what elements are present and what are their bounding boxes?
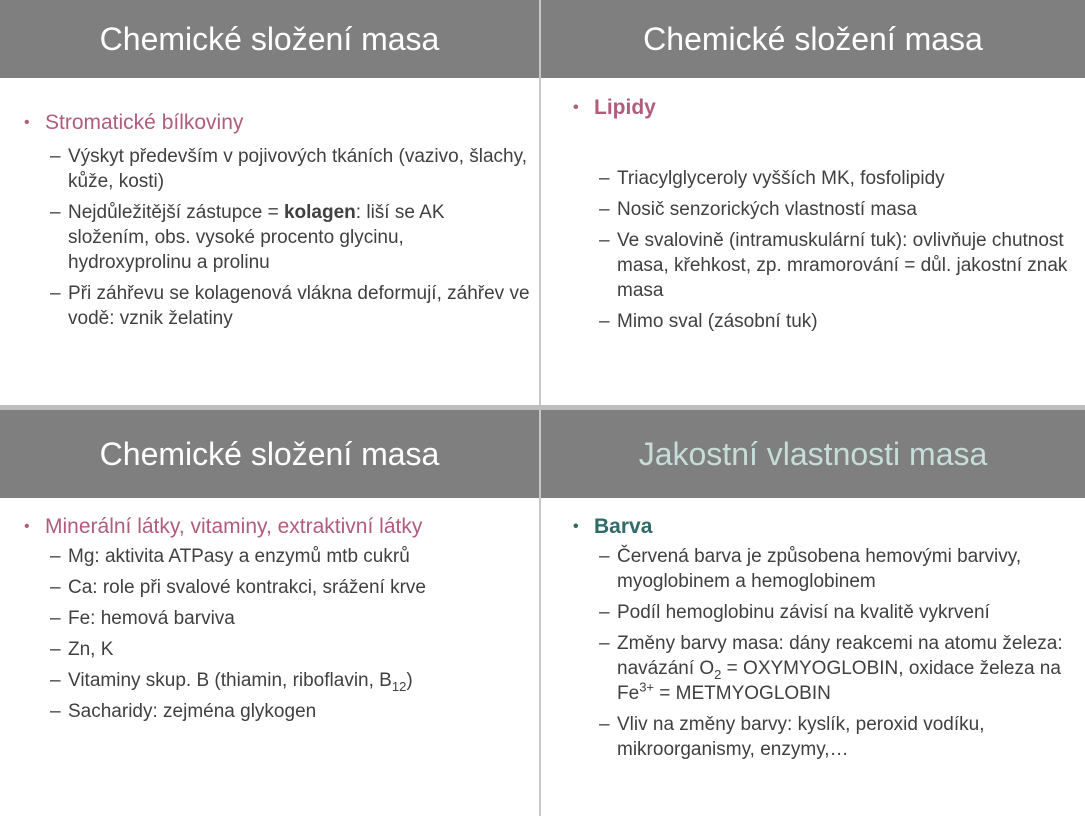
text-part: = OXYMYOGLOBIN, oxidace železa na Fe [617, 658, 1061, 704]
bullet-heading [24, 512, 539, 542]
slide-body [541, 93, 1085, 334]
text-part: = METMYOGLOBIN [654, 683, 831, 704]
bullet-symbol: • [573, 99, 579, 116]
slide-lipidy[interactable] [541, 0, 1085, 405]
sub-item-text: Nosič senzorických vlastností masa [617, 199, 917, 220]
sub-item-text: Vliv na změny barvy: kyslík, peroxid vodíku, mikroorganismy, enzymy,… [617, 714, 985, 760]
sub-item [599, 166, 1085, 191]
dash-symbol: – [599, 714, 610, 735]
dash-symbol: – [599, 199, 610, 220]
sub-item [50, 668, 539, 693]
sub-item [599, 712, 1085, 762]
slide-title-bar [0, 410, 539, 498]
text-part: Nejdůležitější zástupce = [68, 202, 284, 223]
sub-item [599, 197, 1085, 222]
dash-symbol: – [50, 146, 61, 167]
sub-item-text: Mg: aktivita ATPasy a enzymů mtb cukrů [68, 546, 410, 567]
text-part: Vitaminy skup. B (thiamin, riboflavin, B [68, 670, 392, 691]
sub-item-text: Zn, K [68, 639, 114, 660]
sub-item [50, 144, 539, 194]
spacer [573, 123, 1085, 160]
sub-item-text [68, 668, 539, 693]
dash-symbol: – [50, 670, 61, 691]
sub-item-text: Sacharidy: zejména glykogen [68, 701, 317, 722]
slide-title-bar [541, 410, 1085, 498]
sub-item-text: Červená barva je způsobena hemovými barvivy, myoglobinem a hemoglobinem [617, 546, 1022, 592]
bullet-heading [573, 93, 1085, 123]
bullet-heading [24, 108, 539, 138]
dash-symbol: – [599, 311, 610, 332]
slide-title: Chemické složení masa [99, 435, 440, 472]
sub-item-text: Fe: hemová barviva [68, 608, 235, 629]
dash-symbol: – [50, 639, 61, 660]
subscript: 2 [714, 666, 722, 682]
sub-item [50, 575, 539, 600]
bullet-symbol: • [24, 114, 30, 131]
sub-item [599, 309, 1085, 334]
slide-body [541, 512, 1085, 762]
dash-symbol: – [50, 202, 61, 223]
dash-symbol: – [599, 230, 610, 251]
bullet-symbol: • [24, 518, 30, 535]
sub-item-text: Mimo sval (zásobní tuk) [617, 311, 818, 332]
slide-barva[interactable] [541, 410, 1085, 816]
dash-symbol: – [50, 701, 61, 722]
slide-title-bar [541, 0, 1085, 78]
sub-item-text: Podíl hemoglobinu závisí na kvalitě vykrvení [617, 602, 990, 623]
subscript: 12 [391, 678, 407, 694]
sub-item [50, 637, 539, 662]
slide-body [0, 108, 539, 331]
sub-item-text: Ve svalovině (intramuskulární tuk): ovlivňuje chutnost masa, křehkost, zp. mramorování = důl. jakostní znak masa [617, 230, 1068, 301]
bullet-text: Lipidy [594, 96, 656, 119]
slide-stromaticke-bilkoviny[interactable] [0, 0, 539, 405]
sub-item-text [617, 631, 1085, 706]
sub-item-text: Triacylglyceroly vyšších MK, fosfolipidy [617, 168, 945, 189]
sub-item [599, 544, 1085, 594]
slide-title: Chemické složení masa [643, 20, 983, 57]
sub-item [599, 228, 1085, 303]
bullet-text: Stromatické bílkoviny [45, 111, 244, 134]
dash-symbol: – [599, 602, 610, 623]
text-part: : liší se AK složením, obs. vysoké procento glycinu, hydroxyprolinu a prolinu [68, 202, 445, 273]
sub-item [599, 600, 1085, 625]
dash-symbol: – [599, 633, 610, 654]
sub-item [599, 631, 1085, 706]
bold-term: kolagen [283, 202, 356, 223]
sub-item-text: Ca: role při svalové kontrakci, srážení krve [68, 577, 426, 598]
slide-mineralni-latky[interactable] [0, 410, 539, 816]
bullet-text: Barva [594, 515, 653, 538]
bullet-text: Minerální látky, vitaminy, extraktivní látky [45, 515, 423, 538]
slide-body [0, 512, 539, 724]
superscript: 3+ [639, 679, 655, 695]
dash-symbol: – [599, 546, 610, 567]
dash-symbol: – [50, 283, 61, 304]
sub-item [50, 200, 539, 275]
slide-title: Jakostní vlastnosti masa [638, 435, 988, 472]
bullet-symbol: • [573, 518, 579, 535]
text-part: ) [406, 670, 413, 691]
sub-item-text [68, 200, 539, 275]
slide-title-bar [0, 0, 539, 78]
sub-item-text: Při záhřevu se kolagenová vlákna deformují, záhřev ve vodě: vznik želatiny [68, 283, 530, 329]
text-part: Změny barvy masa: dány reakcemi na atomu železa: navázání O [617, 633, 1063, 679]
sub-item [50, 544, 539, 569]
sub-item [50, 699, 539, 724]
dash-symbol: – [599, 168, 610, 189]
slide-title: Chemické složení masa [99, 20, 440, 57]
bullet-heading [573, 512, 1085, 542]
dash-symbol: – [50, 577, 61, 598]
sub-item-text: Výskyt především v pojivových tkáních (vazivo, šlachy, kůže, kosti) [68, 146, 527, 192]
dash-symbol: – [50, 608, 61, 629]
sub-item [50, 281, 539, 331]
sub-item [50, 606, 539, 631]
dash-symbol: – [50, 546, 61, 567]
